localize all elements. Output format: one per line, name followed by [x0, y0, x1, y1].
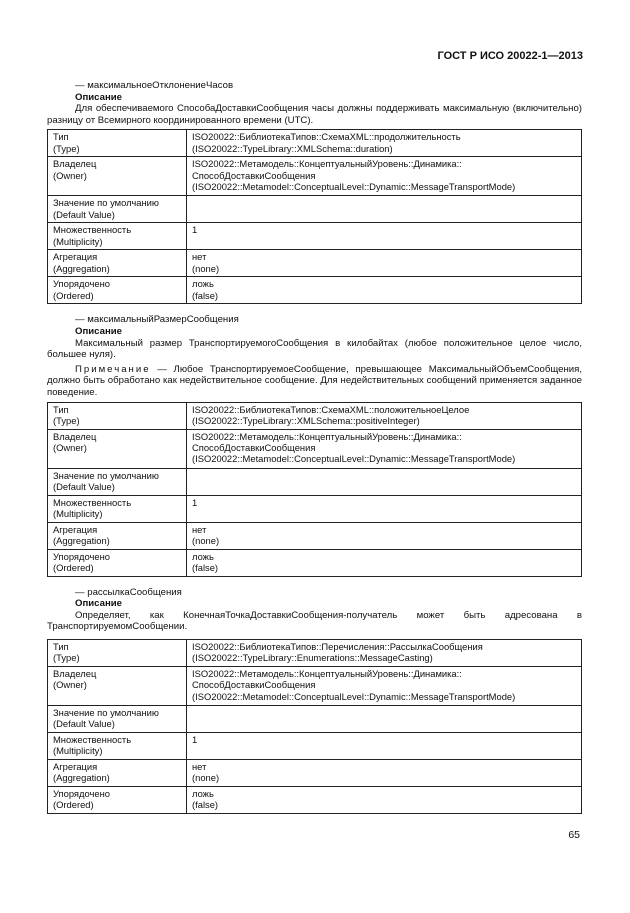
row-label: Владелец — [53, 667, 97, 679]
table-row — [48, 250, 582, 277]
row-value-en: (none) — [192, 772, 220, 784]
row-label: Значение по умолчанию — [53, 469, 159, 481]
attribute-table — [47, 639, 582, 814]
row-label-en: (Ordered) — [53, 799, 94, 811]
attribute-title: — максимальныйРазмерСообщения — [75, 314, 239, 326]
row-label: Агрегация — [53, 251, 98, 263]
row-label: Тип — [53, 640, 69, 652]
row-label: Агрегация — [53, 760, 98, 772]
row-value-empty — [187, 468, 582, 495]
row-label: Упорядочено — [53, 278, 110, 290]
row-label-en: (Aggregation) — [53, 262, 110, 274]
row-value: 1 — [192, 496, 198, 508]
row-value: ISO20022::Метамодель::КонцептуальныйУровень::Динамика:: — [192, 430, 462, 442]
row-label-en: (Multiplicity) — [53, 235, 103, 247]
row-value: ISO20022::БиблиотекаТипов::СхемаXML::положительноеЦелое — [192, 403, 470, 415]
attribute-title: — рассылкаСообщения — [75, 586, 182, 598]
row-label: Множественность — [53, 224, 132, 236]
row-value-cont: СпособДоставкиСообщения — [192, 679, 316, 691]
row-label-en: (Aggregation) — [53, 772, 110, 784]
row-label-en: (Owner) — [53, 679, 87, 691]
table-row — [48, 786, 582, 813]
row-value-en: (none) — [192, 534, 220, 546]
row-value: ложь — [192, 787, 214, 799]
table-row — [48, 732, 582, 759]
row-label-en: (Default Value) — [53, 480, 115, 492]
description-heading: Описание — [75, 598, 122, 610]
row-value: ISO20022::Метамодель::КонцептуальныйУровень::Динамика:: — [192, 667, 462, 679]
page-number: 65 — [568, 829, 580, 841]
note-label: Примечание — [75, 363, 151, 375]
attribute-section — [47, 587, 582, 814]
row-label-en: (Ordered) — [53, 561, 94, 573]
table-row — [48, 277, 582, 304]
table-row — [48, 666, 582, 705]
row-label-en: (Default Value) — [53, 718, 115, 730]
row-value-empty — [187, 196, 582, 223]
table-row — [48, 196, 582, 223]
note-text: — Любое ТранспортируемоеСообщение, превышающее МаксимальныйОбъемСообщения, должно быть обработано как недействительное сообщение. Для недействительных сообщений применяется заданное поведение. — [47, 363, 582, 398]
note-paragraph — [47, 364, 582, 399]
table-row — [48, 429, 582, 468]
table-row — [48, 549, 582, 576]
row-label: Упорядочено — [53, 787, 110, 799]
table-row — [48, 759, 582, 786]
table-row — [48, 157, 582, 196]
table-row — [48, 468, 582, 495]
row-value: нет — [192, 251, 207, 263]
row-label: Значение по умолчанию — [53, 197, 159, 209]
row-value: ISO20022::БиблиотекаТипов::СхемаXML::продолжительность — [192, 131, 461, 143]
row-value-en: (false) — [192, 799, 219, 811]
row-label: Множественность — [53, 733, 132, 745]
row-value-en: (ISO20022::Metamodel::ConceptualLevel::Dynamic::MessageTransportMode) — [192, 453, 516, 465]
row-label-en: (Type) — [53, 652, 80, 664]
row-label-en: (Multiplicity) — [53, 745, 103, 757]
row-label: Множественность — [53, 496, 132, 508]
row-value-empty — [187, 705, 582, 732]
row-value: нет — [192, 760, 207, 772]
row-label-en: (Type) — [53, 414, 80, 426]
row-value: 1 — [192, 733, 198, 745]
row-value-cont: СпособДоставкиСообщения — [192, 441, 316, 453]
row-value: ISO20022::БиблиотекаТипов::Перечисления::РассылкаСообщения — [192, 640, 483, 652]
row-value-en: (false) — [192, 289, 219, 301]
row-value-en: (ISO20022::TypeLibrary::Enumerations::MessageCasting) — [192, 652, 433, 664]
row-value: ложь — [192, 550, 214, 562]
attribute-table — [47, 402, 582, 577]
row-value: 1 — [192, 224, 198, 236]
attribute-section — [47, 80, 582, 304]
table-row — [48, 522, 582, 549]
row-value-en: (ISO20022::Metamodel::ConceptualLevel::Dynamic::MessageTransportMode) — [192, 181, 516, 193]
row-value-en: (false) — [192, 561, 219, 573]
main-content — [47, 80, 582, 824]
table-row — [48, 223, 582, 250]
row-label: Тип — [53, 403, 69, 415]
row-label: Владелец — [53, 158, 97, 170]
attribute-section — [47, 314, 582, 576]
attribute-title: — максимальноеОтклонениеЧасов — [75, 80, 234, 91]
table-row — [48, 495, 582, 522]
description-paragraph: Максимальный размер ТранспортируемогоСообщения в килобайтах (любое положительное целое число, большее нуля). — [47, 337, 582, 361]
row-value-en: (ISO20022::TypeLibrary::XMLSchema::positiveInteger) — [192, 414, 420, 426]
row-value-cont: СпособДоставкиСообщения — [192, 169, 316, 181]
table-row — [48, 402, 582, 429]
row-label: Значение по умолчанию — [53, 706, 159, 718]
row-label-en: (Type) — [53, 142, 80, 154]
row-value: ISO20022::Метамодель::КонцептуальныйУровень::Динамика:: — [192, 158, 462, 170]
row-label-en: (Multiplicity) — [53, 507, 103, 519]
table-row — [48, 705, 582, 732]
description-paragraph: Определяет, как КонечнаяТочкаДоставкиСообщения-получатель может быть адресована в ТранспортируемомСообщении. — [47, 609, 582, 633]
row-label-en: (Owner) — [53, 169, 87, 181]
row-label: Агрегация — [53, 523, 98, 535]
attribute-table — [47, 129, 582, 304]
row-label-en: (Ordered) — [53, 289, 94, 301]
description-paragraph: Для обеспечиваемого СпособаДоставкиСообщения часы должны поддерживать максимальную (включительно) разницу от Всемирного координированного времени (UTC). — [47, 103, 582, 126]
row-value-en: (ISO20022::Metamodel::ConceptualLevel::Dynamic::MessageTransportMode) — [192, 690, 516, 702]
table-row — [48, 130, 582, 157]
row-value-en: (none) — [192, 262, 220, 274]
description-heading: Описание — [75, 91, 122, 103]
row-value: нет — [192, 523, 207, 535]
description-heading: Описание — [75, 325, 122, 337]
document-id: ГОСТ Р ИСО 20022-1—2013 — [437, 50, 583, 62]
row-label-en: (Owner) — [53, 441, 87, 453]
row-label: Владелец — [53, 430, 97, 442]
row-label: Упорядочено — [53, 550, 110, 562]
row-value-en: (ISO20022::TypeLibrary::XMLSchema::duration) — [192, 142, 393, 154]
row-label: Тип — [53, 131, 69, 143]
row-label-en: (Default Value) — [53, 208, 115, 220]
row-value: ложь — [192, 278, 214, 290]
table-row — [48, 639, 582, 666]
row-label-en: (Aggregation) — [53, 534, 110, 546]
